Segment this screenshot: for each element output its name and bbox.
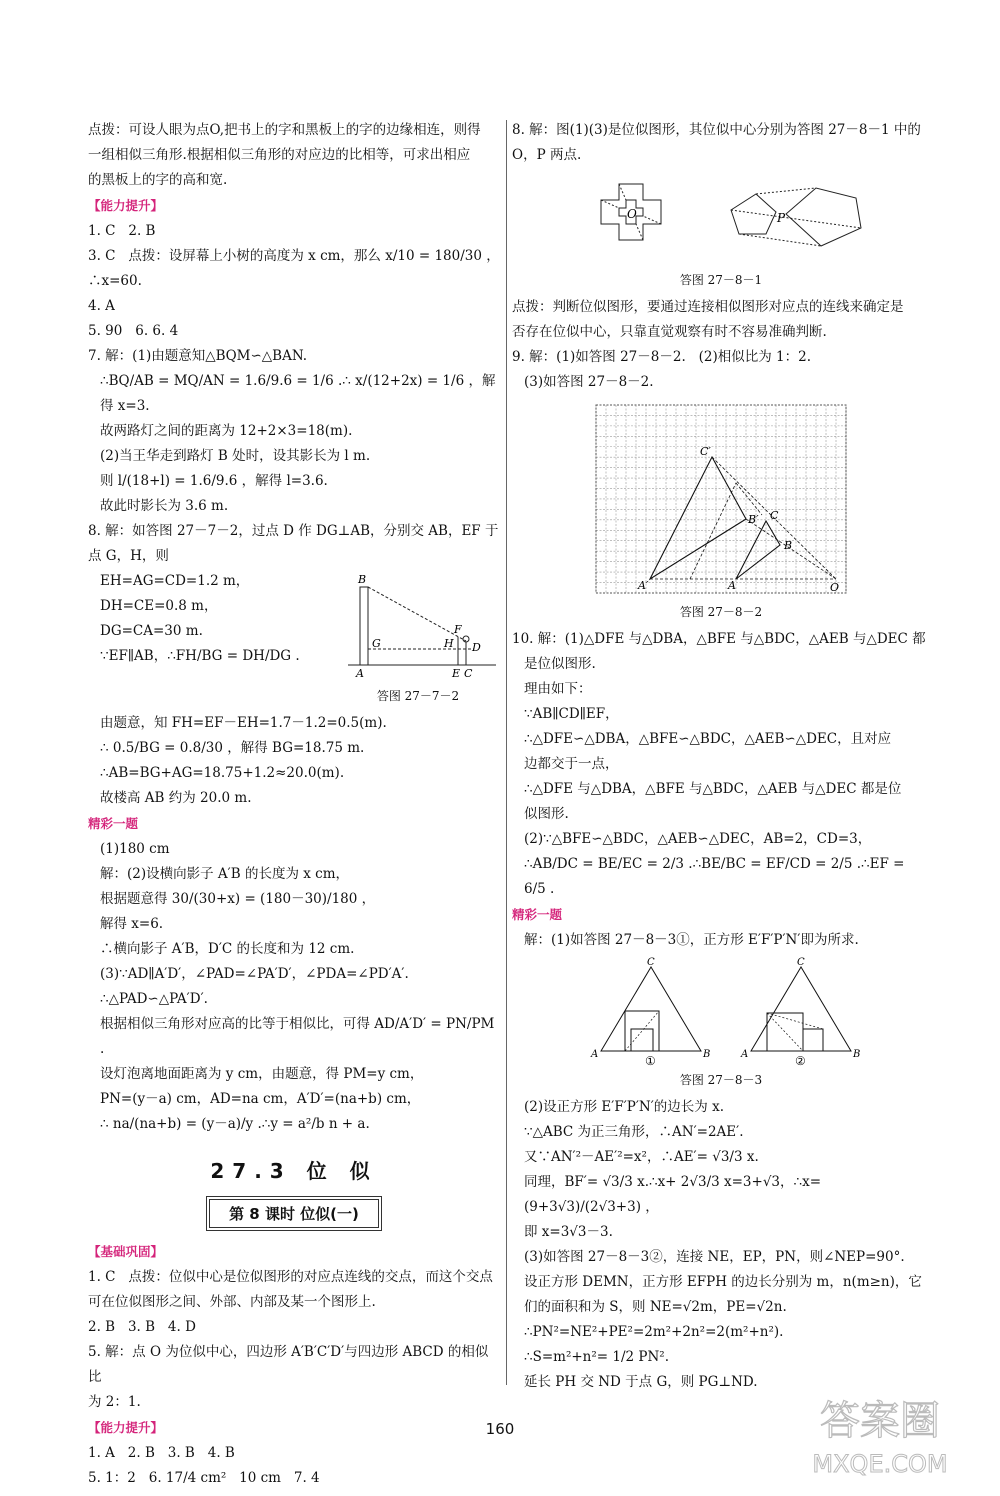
figure-caption: 答图 27－8－2 bbox=[679, 605, 763, 619]
answer-line: 根据相似三角形对应高的比等于相似比，可得 AD/A′D′ = PN/PM . bbox=[100, 1016, 499, 1057]
figure-caption: 答图 27－8－1 bbox=[679, 273, 763, 287]
q8-block bbox=[88, 569, 500, 711]
lesson-title-box bbox=[206, 1196, 382, 1231]
answer-line: 9. 解：(1)如答图 27－8－2. (2)相似比为 1：2. bbox=[512, 349, 811, 365]
svg-text:C: C bbox=[797, 957, 805, 968]
svg-text:D: D bbox=[472, 641, 481, 654]
answer-line: ∵AB∥CD∥EF， bbox=[524, 706, 619, 722]
building-figure bbox=[338, 569, 498, 679]
lesson-title: 第 8 课时 位似(一) bbox=[209, 1199, 379, 1228]
svg-text:C: C bbox=[770, 509, 779, 522]
answer-line: DH=CE=0.8 m， bbox=[100, 598, 218, 614]
answer-line: 5. 90 6. 6. 4 bbox=[88, 323, 179, 339]
figure-label-2: ② bbox=[795, 1054, 806, 1067]
answer-line: 是位似图形. bbox=[524, 656, 596, 672]
answer-line: 们的面积和为 S，则 NE=√2m，PE=√2n. bbox=[524, 1299, 787, 1315]
answer-line: 10. 解：(1)△DFE 与△DBA，△BFE 与△BDC，△AEB 与△DEC 都 bbox=[512, 631, 926, 647]
answer-line: 2. B 3. B 4. D bbox=[88, 1319, 196, 1335]
answer-line: 8. 解：如答图 27－7－2，过点 D 作 DG⊥AB，分别交 AB，EF 于点 G，H，则 bbox=[88, 523, 499, 564]
answer-line: 边都交于一点， bbox=[524, 756, 619, 772]
answer-line: 根据题意得 30/(30+x) = (180－30)/180 ， bbox=[100, 891, 376, 907]
svg-text:E: E bbox=[452, 667, 461, 679]
answer-line: 解：(2)设横向影子 A′B 的长度为 x cm， bbox=[100, 866, 349, 882]
answer-line: 否存在位似中心，只靠直觉观察有时不容易准确判断. bbox=[512, 324, 827, 340]
svg-text:A: A bbox=[591, 1049, 599, 1060]
answer-line: DG=CA=30 m. bbox=[100, 623, 203, 639]
answer-line: ∵△ABC 为正三角形，∴AN′=2AE′. bbox=[524, 1124, 744, 1140]
answer-line: (2)设正方形 E′F′P′N′的边长为 x. bbox=[524, 1099, 724, 1115]
answer-line: 1. A 2. B 3. B 4. B bbox=[88, 1445, 235, 1461]
answer-line: EH=AG=CD=1.2 m， bbox=[100, 573, 250, 589]
answer-line: 故此时影长为 3.6 m. bbox=[100, 498, 229, 514]
answer-line: 延长 PH 交 ND 于点 G，则 PG⊥ND. bbox=[524, 1374, 758, 1390]
answer-line: ∴△DFE∽△DBA，△BFE∽△BDC，△AEB∽△DEC，且对应 bbox=[524, 731, 892, 747]
answer-line: 似图形. bbox=[524, 806, 569, 822]
answer-line: 5. 解：点 O 为位似中心，四边形 A′B′C′D′与四边形 ABCD 的相似比 bbox=[88, 1344, 489, 1385]
answer-line: 理由如下： bbox=[524, 681, 592, 697]
answer-line: 同理，BF′= √3/3 x.∴x+ 2√3/3 x=3+√3，∴x= (9+3√3)/(2√3+3) ， bbox=[524, 1174, 826, 1215]
answer-line: (2)当王华走到路灯 B 处时，设其影长为 l m. bbox=[100, 448, 371, 464]
answer-line: (3)∵AD∥A′D′，∠PAD=∠PA′D′，∠PDA=∠PD′A′. bbox=[100, 966, 409, 982]
svg-text:B: B bbox=[358, 573, 367, 586]
figure-label-1: ① bbox=[645, 1054, 656, 1067]
answer-line: 3. C 点拨：设屏幕上小树的高度为 x cm，那么 x/10 = 180/30 ，∴x=60. bbox=[88, 248, 500, 289]
answer-line: 故两路灯之间的距离为 12+2×3=18(m). bbox=[100, 423, 353, 439]
svg-text:B′: B′ bbox=[748, 513, 759, 526]
text-line: 一组相似三角形.根据相似三角形的对应边的比相等，可求出相应 bbox=[88, 147, 471, 163]
answer-line: 设正方形 DEMN，正方形 EFPH 的边长分别为 m，n(m≥n)，它 bbox=[524, 1274, 922, 1290]
svg-text:C: C bbox=[647, 957, 655, 968]
answer-line: ∴S=m²+n²= 1/2 PN². bbox=[524, 1349, 669, 1365]
svg-text:C: C bbox=[464, 667, 473, 679]
svg-text:H: H bbox=[444, 637, 454, 650]
answer-line: 则 l/(18+l) = 1.6/9.6 ，解得 l=3.6. bbox=[100, 473, 328, 489]
svg-text:P: P bbox=[777, 211, 786, 225]
homothety-figure-1 bbox=[571, 172, 871, 267]
figure-caption: 答图 27－8－3 bbox=[679, 1073, 763, 1087]
section-tag: 【能力提升】 bbox=[88, 1420, 164, 1435]
svg-text:O: O bbox=[627, 207, 637, 221]
svg-text:B: B bbox=[853, 1049, 861, 1060]
answer-line: 8. 解：图(1)(3)是位似图形，其位似中心分别为答图 27－8－1 中的 bbox=[512, 122, 921, 138]
svg-text:A′: A′ bbox=[638, 579, 649, 592]
answer-line: 点拨：判断位似图形，要通过连接相似图形对应点的连线来确定是 bbox=[512, 299, 904, 315]
svg-text:G: G bbox=[372, 637, 381, 650]
section-tag: 【基础巩固】 bbox=[88, 1244, 164, 1259]
square-in-triangle-figure bbox=[581, 957, 861, 1067]
svg-text:B: B bbox=[784, 539, 793, 552]
section-tag: 【能力提升】 bbox=[88, 198, 164, 213]
answer-line: ∴△PAD∽△PA′D′. bbox=[100, 991, 208, 1007]
answer-line: ∴横向影子 A′B，D′C 的长度和为 12 cm. bbox=[100, 941, 355, 957]
answer-line: ∵EF∥AB，∴FH/BG = DH/DG . bbox=[100, 648, 300, 664]
column-divider bbox=[506, 120, 507, 1385]
page-number: 160 bbox=[485, 1420, 515, 1438]
section-tag: 精彩一题 bbox=[512, 907, 563, 922]
answer-line: ∴ 0.5/BG = 0.8/30 ，解得 BG=18.75 m. bbox=[100, 740, 365, 756]
answer-line: ∴ na/(na+b) = (y－a)/y .∴y = a²/b n + a. bbox=[100, 1116, 370, 1132]
right-column bbox=[512, 118, 930, 1395]
answer-line: 故楼高 AB 约为 20.0 m. bbox=[100, 790, 252, 806]
left-column bbox=[88, 118, 500, 1491]
answer-line: O，P 两点. bbox=[512, 147, 582, 163]
answer-line: 设灯泡离地面距离为 y cm，由题意，得 PM=y cm， bbox=[100, 1066, 424, 1082]
answer-line: 1. C 2. B bbox=[88, 223, 156, 239]
answer-line: ∴BQ/AB = MQ/AN = 1.6/9.6 = 1/6 .∴ x/(12+2x) = 1/6 ，解得 x=3. bbox=[100, 373, 496, 414]
svg-text:A: A bbox=[728, 579, 736, 592]
answer-line: 解得 x=6. bbox=[100, 916, 164, 932]
answer-line: 4. A bbox=[88, 298, 115, 314]
svg-text:B: B bbox=[703, 1049, 711, 1060]
text-line: 点拨：可设人眼为点O,把书上的字和黑板上的字的边缘相连，则得 bbox=[88, 122, 481, 138]
svg-text:F: F bbox=[454, 623, 462, 636]
answer-line: (3)如答图 27－8－3②，连接 NE，EP，PN，则∠NEP=90°. bbox=[524, 1249, 905, 1265]
answer-line: (1)180 cm bbox=[100, 841, 170, 857]
answer-line: 即 x=3√3－3. bbox=[524, 1224, 613, 1240]
answer-line: (3)如答图 27－8－2. bbox=[524, 374, 654, 390]
svg-text:O: O bbox=[830, 581, 840, 594]
section-tag: 精彩一题 bbox=[88, 816, 139, 831]
answer-line: 又∵AN′²－AE′²=x²，∴AE′= √3/3 x. bbox=[524, 1149, 759, 1165]
answer-line: PN=(y－a) cm，AD=na cm，A′D′=(na+b) cm， bbox=[100, 1091, 421, 1107]
answer-line: ∴AB/DC = BE/EC = 2/3 .∴BE/BC = EF/CD = 2/5 .∴EF = 6/5 . bbox=[524, 856, 909, 897]
answer-line: (2)∵△BFE∽△BDC，△AEB∽△DEC，AB=2，CD=3， bbox=[524, 831, 872, 847]
answer-line: 5. 1：2 6. 17/4 cm² 10 cm 7. 4 bbox=[88, 1470, 320, 1486]
svg-text:答案圈: 答案圈 bbox=[820, 1398, 940, 1444]
answer-line: 7. 解：(1)由题意知△BQM∽△BAN. bbox=[88, 348, 308, 364]
watermark-logo bbox=[780, 1388, 980, 1484]
answer-line: ∴PN²=NE²+PE²=2m²+2n²=2(m²+n²). bbox=[524, 1324, 784, 1340]
answer-line: 可在位似图形之间、外部、内部及某一个图形上. bbox=[88, 1294, 376, 1310]
svg-text:C′: C′ bbox=[700, 445, 711, 458]
grid-figure bbox=[590, 399, 852, 599]
answer-line: 由题意，知 FH=EF－EH=1.7－1.2=0.5(m). bbox=[100, 715, 387, 731]
answer-line: 1. C 点拨：位似中心是位似图形的对应点连线的交点，而这个交点 bbox=[88, 1269, 493, 1285]
svg-text:A: A bbox=[356, 667, 364, 679]
text-line: 的黑板上的字的高和宽. bbox=[88, 172, 228, 188]
svg-text:A: A bbox=[741, 1049, 749, 1060]
answer-line: 解：(1)如答图 27－8－3①，正方形 E′F′P′N′即为所求. bbox=[524, 932, 859, 948]
section-title: 27.3 位 似 bbox=[210, 1159, 378, 1183]
answer-line: ∴△DFE 与△DBA，△BFE 与△BDC，△AEB 与△DEC 都是位 bbox=[524, 781, 902, 797]
svg-text:MXQE.COM: MXQE.COM bbox=[812, 1450, 948, 1478]
answer-line: ∴AB=BG+AG=18.75+1.2≈20.0(m). bbox=[100, 765, 345, 781]
figure-caption: 答图 27－7－2 bbox=[376, 689, 460, 703]
answer-line: 为 2：1. bbox=[88, 1394, 141, 1410]
